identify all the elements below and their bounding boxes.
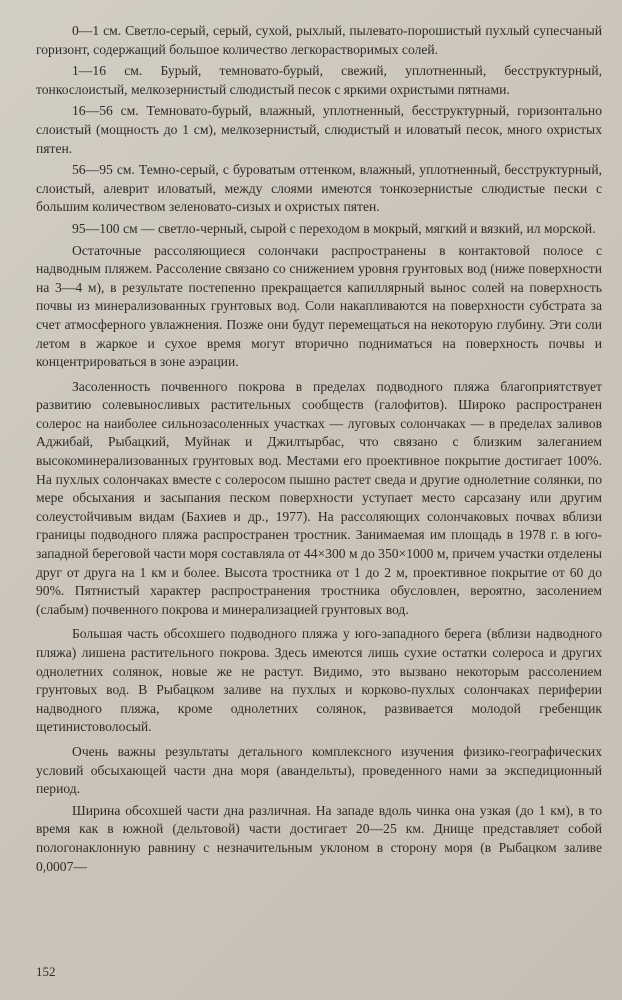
paragraph-horizon-0-1: 0—1 см. Светло-серый, серый, сухой, рыхлый, пылевато-порошистый пухлый супесчаный горизонт, содержащий большое количество легкорастворимых солей.	[36, 23, 602, 57]
paragraph-horizon-1-16: 1—16 см. Бурый, темновато-бурый, свежий, уплотненный, бесструктурный, тонкослоистый, мелкозернистый слюдистый песок с яркими охристыми пятнами.	[36, 63, 602, 97]
paragraph-halophytes: Засоленность почвенного покрова в пределах подводного пляжа благоприятствует развитию солевыносливых растительных сообществ (галофитов). Широко распространен солерос на наиболее сильнозасоленных участках — луговых солончаках — в пределах заливов Аджибай, Рыбацкий, Муйнак и Джилтырбас, что связано с близким залеганием высокоминерализованных грунтовых вод. Местами его проективное покрытие достигает 100%. На пухлых солончаках вместе с солеросом пышно растет сведа и другие однолетние солянки, по мере обсыхания и засыпания песком поверхности уступает место сарсазану или другим солеустойчивым видам (Бахиев и др., 1977). На рассоляющих солончаковых почвах вблизи границы подводного пляжа распространен тростник. Занимаемая им площадь в 1978 г. в юго-западной береговой части моря составляла от 44×300 м до 350×1000 м, причем участки отделены друг от друга на 1 км и более. Высота тростника от 1 до 2 м, проективное покрытие от 60 до 90%. Пятнистый характер распространения тростника обусловлен, вероятно, засолением (слабым) почвенного покрова и минерализацией грунтовых вод.	[36, 378, 602, 617]
paragraph-horizon-56-95: 56—95 см. Темно-серый, с буроватым оттенком, влажный, уплотненный, бесструктурный, слоистый, алеврит иловатый, между слоями имеются тонкозернистые слюдистые пески с большим количеством зеленовато-сизых и охристых пятен.	[36, 162, 602, 215]
paragraph-dry-bottom-width: Ширина обсохшей части дна различная. На западе вдоль чинка она узкая (до 1 км), в то время как в южной (дельтовой) части достигает 20—25 км. Днище представляет собой пологонаклонную равнину с незначительным уклоном в сторону моря (в Рыбацком заливе 0,0007—	[36, 802, 602, 874]
paragraph-horizon-16-56: 16—56 см. Темновато-бурый, влажный, уплотненный, бесструктурный, горизонтально слоистый (мощность до 1 см), мелкозернистый, слюдистый и иловатый песок, много охристых пятен.	[36, 103, 602, 156]
paragraph-residual-solonchaks: Остаточные рассоляющиеся солончаки распространены в контактовой полосе с надводным пляжем. Рассоление связано со снижением уровня грунтовых вод (ниже поверхности на 3—4 м), в результате постепенно прекращается капиллярный вынос солей на поверхность почвы из минерализованных грунтовых вод. Соли накапливаются на поверхности субстрата за счет атмосферного увлажнения. Позже они будут перемещаться на некоторую глубину. Эти соли летом в жаркое и сухое время могут вторично подниматься на поверхность почвы и концентрироваться в зоне аэрации.	[36, 242, 602, 370]
paragraph-bare-beach: Большая часть обсохшего подводного пляжа у юго-западного берега (вблизи надводного пляжа) лишена растительного покрова. Здесь имеются лишь сухие остатки солероса и других однолетних солянок, новые же не растут. Видимо, это вызвано некоторым рассолением грунтовых вод. В Рыбацком заливе на пухлых и корково-пухлых солончаках периферии надводного пляжа, кроме однолетних солянок, развивается молодой гребенщик щетинистоволосый.	[36, 626, 602, 735]
page-text	[36, 22, 602, 879]
page-number: 152	[36, 964, 56, 979]
paragraph-research-results: Очень важны результаты детального комплексного изучения физико-географических условий обсыхающей части дна моря (авандельты), проведенного нами за экспедиционный период.	[36, 743, 602, 797]
paragraph-horizon-95-100: 95—100 см — светло-черный, сырой с переходом в мокрый, мягкий и вязкий, ил морской.	[72, 220, 596, 236]
